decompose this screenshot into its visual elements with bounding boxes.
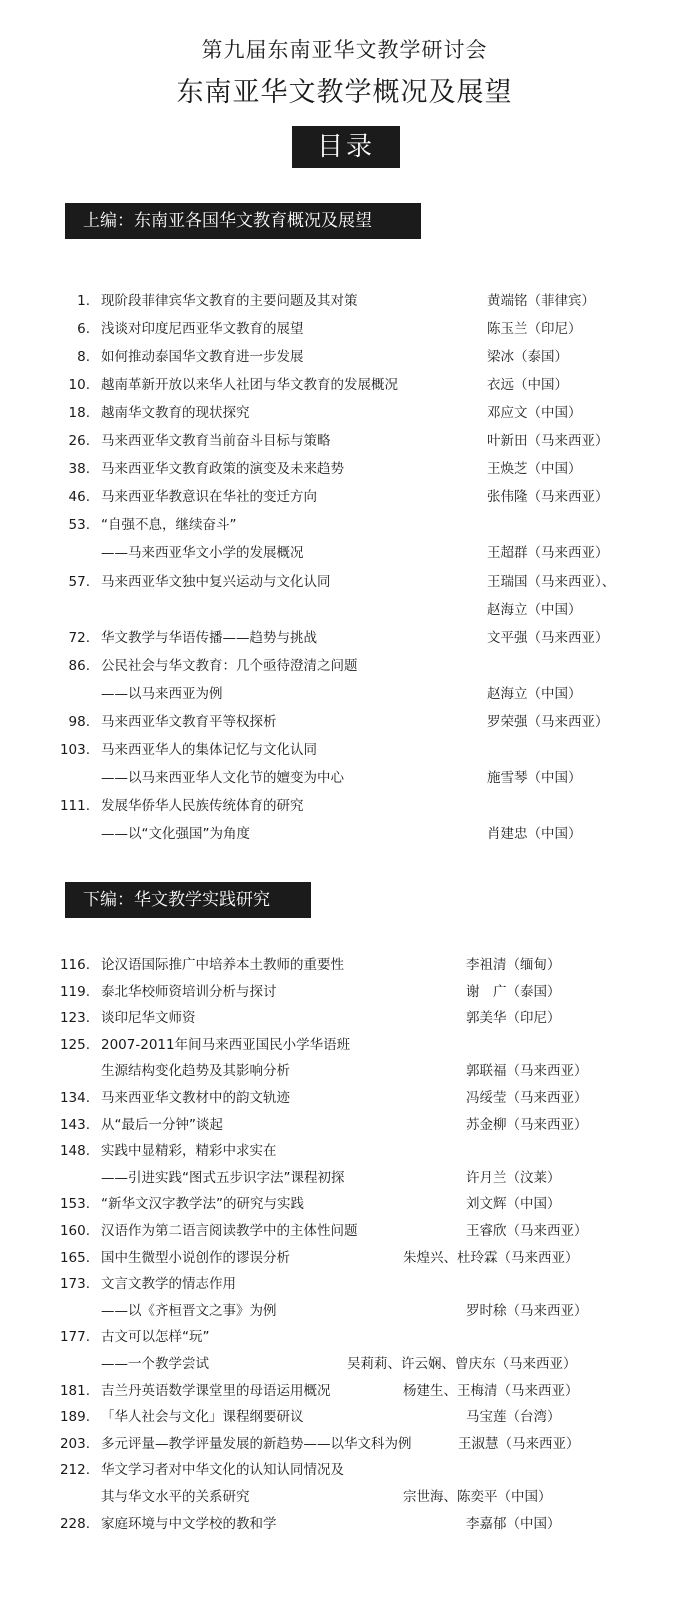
entry-title: ——马来西亚华文小学的发展概况 [101,545,304,562]
toc-entry[interactable] [0,740,689,760]
entry-title: 其与华文水平的关系研究 [101,1489,250,1505]
entry-title: ——以“文化强国”为角度 [101,825,250,842]
toc-entry[interactable] [0,768,689,788]
entry-author: 王超群（马来西亚） [487,545,609,562]
entry-title: 马来西亚华文独中复兴运动与文化认同 [101,573,331,590]
entry-title: ——一个教学尝试 [101,1356,209,1372]
entry-author: 王淑慧（马来西亚） [458,1435,580,1452]
toc-entry[interactable] [0,1141,689,1161]
entry-author: 马宝莲（台湾） [466,1409,561,1426]
entry-title: 如何推动泰国华文教育进一步发展 [101,349,304,366]
entry-title: 越南华文教育的现状探究 [101,405,250,422]
toc-entry[interactable] [0,431,689,451]
entry-title: 谈印尼华文师资 [101,1010,196,1027]
toc-entry[interactable] [0,1301,689,1321]
entry-title: 家庭环境与中文学校的教和学 [101,1515,277,1532]
entry-page-number: 38. [68,461,90,478]
toc-entry[interactable] [0,1327,689,1347]
entry-page-number: 1. [77,293,90,309]
entry-title: 马来西亚华文教育平等权探析 [101,713,277,730]
entry-title: 多元评量—教学评量发展的新趋势——以华文科为例 [101,1435,412,1452]
entry-page-number: 160. [59,1223,90,1239]
entry-author: 黄端铭（菲律宾） [487,293,595,309]
entry-title: 国中生微型小说创作的谬误分析 [101,1249,290,1266]
toc-entry[interactable] [0,1274,689,1294]
entry-page-number: 181. [59,1382,90,1399]
entry-title: ——以马来西亚华人文化节的嬗变为中心 [101,769,344,786]
toc-entry[interactable] [0,375,689,395]
entry-page-number: 116. [59,957,90,973]
toc-entry[interactable] [0,1115,689,1135]
entry-author: 文平强（马来西亚） [487,629,609,646]
entry-page-number: 177. [59,1329,90,1346]
entry-page-number: 98. [68,713,90,730]
entry-title: 2007-2011年间马来西亚国民小学华语班 [101,1036,351,1053]
entry-page-number: 203. [59,1435,90,1452]
entry-author: 郭美华（印尼） [466,1010,561,1027]
entry-title: 泰北华校师资培训分析与探讨 [101,983,277,1000]
toc-entry[interactable] [0,347,689,367]
entry-title: 古文可以怎样“玩” [101,1329,210,1346]
entry-author: 王瑞国（马来西亚）、 [487,573,616,590]
entry-title: ——以马来西亚为例 [101,685,223,702]
entry-page-number: 148. [59,1143,90,1160]
entry-title: 华文学习者对中华文化的认知认同情况及 [101,1462,344,1479]
entry-title: 越南革新开放以来华人社团与华文教育的发展概况 [101,377,398,394]
entry-author: 王焕芝（中国） [487,461,582,478]
entry-title: 文言文教学的情志作用 [101,1276,236,1293]
part1-heading: 上编：东南亚各国华文教育概况及展望 [65,203,421,239]
toc-entry[interactable] [0,982,689,1002]
entry-page-number: 189. [59,1409,90,1426]
entry-page-number: 212. [59,1462,90,1479]
toc-entry[interactable] [0,1008,689,1028]
entry-author: 李嘉郁（中国） [466,1515,561,1532]
entry-author: 朱煌兴、杜玲霖（马来西亚） [403,1249,579,1266]
toc-entry[interactable] [0,1487,689,1507]
entry-title: 「华人社会与文化」课程纲要研议 [101,1409,304,1426]
entry-title: 汉语作为第二语言阅读教学中的主体性问题 [101,1223,358,1239]
toc-entry[interactable] [0,1434,689,1454]
toc-entry[interactable] [0,572,689,592]
toc-entry[interactable] [0,1088,689,1108]
entry-title: 华文教学与华语传播——趋势与挑战 [101,629,317,646]
entry-author: 冯绥莹（马来西亚） [466,1090,588,1106]
entry-author: 张伟隆（马来西亚） [487,489,609,506]
toc-entry[interactable] [0,628,689,648]
toc-entry[interactable] [0,403,689,423]
toc-entry[interactable] [0,1221,689,1241]
entry-author: 施雪琴（中国） [487,769,582,786]
entry-title: “新华文汉字教学法”的研究与实践 [101,1196,304,1213]
entry-author: 谢 广（泰国） [466,983,561,1000]
entry-page-number: 103. [59,741,90,758]
conference-title: 第九届东南亚华文教学研讨会 [201,38,488,62]
toc-entry[interactable] [0,1248,689,1268]
entry-title: 马来西亚华文教育政策的演变及未来趋势 [101,461,344,478]
part2-heading: 下编：华文教学实践研究 [65,882,311,918]
entry-page-number: 26. [68,433,90,450]
entry-page-number: 53. [68,517,90,534]
toc-entry[interactable] [0,656,689,676]
entry-title: 实践中显精彩，精彩中求实在 [101,1143,277,1160]
entry-page-number: 86. [68,657,90,674]
entry-page-number: 8. [77,349,90,366]
toc-entry[interactable] [0,1061,689,1081]
entry-title: 马来西亚华教意识在华社的变迁方向 [101,489,317,506]
toc-entry[interactable] [0,955,689,975]
toc-entry[interactable] [0,600,689,620]
entry-title: ——以《齐桓晋文之事》为例 [101,1302,277,1319]
entry-author: 罗时稌（马来西亚） [466,1302,588,1319]
entry-author: 赵海立（中国） [487,601,582,618]
entry-page-number: 143. [59,1116,90,1133]
entry-page-number: 123. [59,1010,90,1027]
entry-title: 发展华侨华人民族传统体育的研究 [101,797,304,814]
entry-author: 刘文辉（中国） [466,1196,561,1213]
entry-title: 马来西亚华人的集体记忆与文化认同 [101,741,317,758]
toc-entry[interactable] [0,459,689,479]
entry-title: ——引进实践“图式五步识字法”课程初探 [101,1169,345,1186]
entry-author: 宗世海、陈奕平（中国） [403,1489,552,1505]
toc-entry[interactable] [0,824,689,844]
entry-author: 梁冰（泰国） [487,349,568,366]
entry-author: 苏金柳（马来西亚） [466,1116,588,1133]
toc-entry[interactable] [0,1381,689,1401]
entry-page-number: 6. [77,321,90,338]
toc-entry[interactable] [0,319,689,339]
entry-author: 罗荣强（马来西亚） [487,713,609,730]
entry-title: 吉兰丹英语数学课堂里的母语运用概况 [101,1382,331,1399]
book-title: 东南亚华文教学概况及展望 [176,77,513,108]
toc-entry[interactable] [0,1168,689,1188]
entry-title: 从“最后一分钟”谈起 [101,1116,223,1133]
toc-entry[interactable] [0,712,689,732]
entry-page-number: 46. [68,489,90,506]
entry-page-number: 119. [59,983,90,1000]
toc-entry[interactable] [0,684,689,704]
entry-title: 生源结构变化趋势及其影响分析 [101,1063,290,1080]
toc-entry[interactable] [0,543,689,563]
entry-page-number: 10. [68,377,90,394]
entry-author: 陈玉兰（印尼） [487,321,582,338]
entry-title: 马来西亚华文教育当前奋斗目标与策略 [101,433,331,450]
entry-author: 李祖清（缅甸） [466,957,561,973]
toc-entry[interactable] [0,1514,689,1534]
entry-page-number: 228. [59,1515,90,1532]
entry-title: 现阶段菲律宾华文教育的主要问题及其对策 [101,293,358,309]
entry-page-number: 57. [68,573,90,590]
toc-entry[interactable] [0,291,689,311]
entry-author: 吴莉莉、许云娴、曾庆东（马来西亚） [347,1356,577,1372]
toc-entry[interactable] [0,1194,689,1214]
entry-author: 衣远（中国） [487,377,568,394]
entry-author: 赵海立（中国） [487,685,582,702]
toc-entry[interactable] [0,1354,689,1374]
toc-entry[interactable] [0,796,689,816]
entry-author: 王睿欣（马来西亚） [466,1223,588,1239]
toc-entry[interactable] [0,515,689,535]
entry-title: 浅谈对印度尼西亚华文教育的展望 [101,321,304,338]
entry-page-number: 18. [68,405,90,422]
toc-entry[interactable] [0,1035,689,1055]
entry-page-number: 153. [59,1196,90,1213]
entry-page-number: 165. [59,1249,90,1266]
entry-author: 叶新田（马来西亚） [487,433,609,450]
entry-title: 马来西亚华文教材中的韵文轨迹 [101,1090,290,1106]
entry-author: 肖建忠（中国） [487,825,582,842]
entry-author: 杨建生、王梅清（马来西亚） [403,1382,579,1399]
entry-page-number: 134. [59,1090,90,1106]
toc-entry[interactable] [0,1407,689,1427]
toc-heading: 目录 [292,126,400,168]
entry-title: 公民社会与华文教育：几个亟待澄清之问题 [101,657,358,674]
entry-title: “自强不息，继续奋斗” [101,517,237,534]
toc-entry[interactable] [0,487,689,507]
entry-page-number: 72. [68,629,90,646]
toc-entry[interactable] [0,1460,689,1480]
entry-page-number: 125. [59,1036,90,1053]
entry-title: 论汉语国际推广中培养本土教师的重要性 [101,957,344,973]
entry-author: 郭联福（马来西亚） [466,1063,588,1080]
entry-author: 许月兰（汶莱） [466,1169,561,1186]
entry-page-number: 111. [59,797,90,814]
entry-author: 邓应文（中国） [487,405,582,422]
entry-page-number: 173. [59,1276,90,1293]
